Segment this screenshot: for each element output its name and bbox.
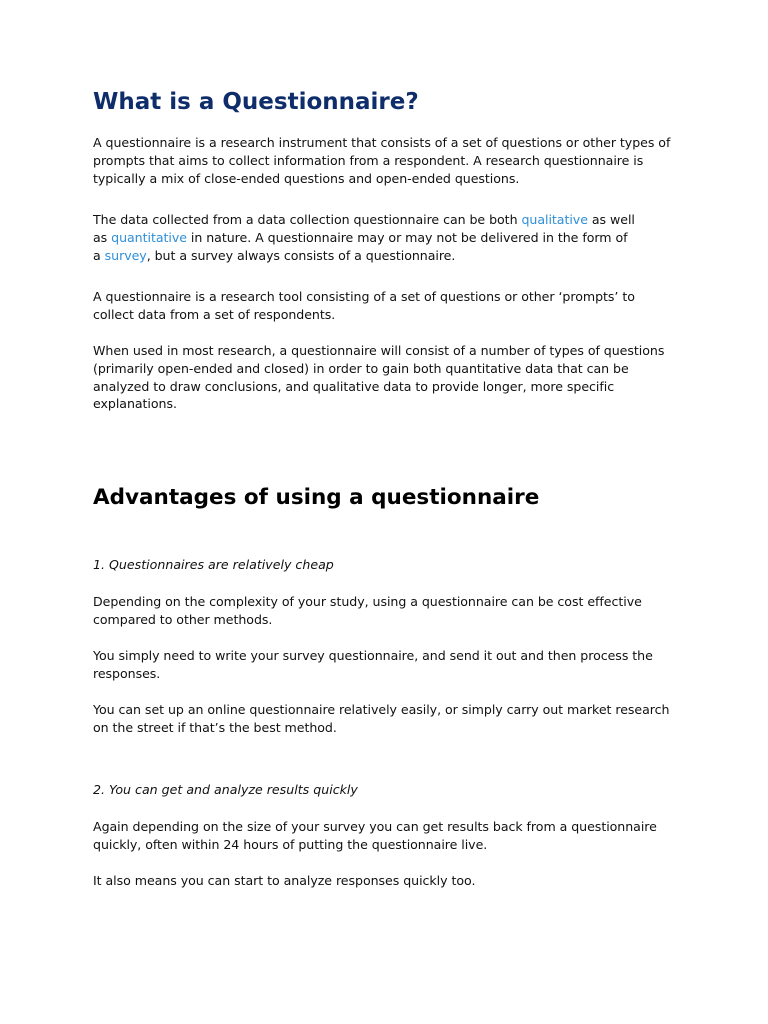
text-segment: The data collected from a data collection questionnaire can be both <box>93 212 522 227</box>
section-heading: Advantages of using a questionnaire <box>93 485 540 510</box>
text-segment: as <box>93 229 112 245</box>
text-line: You simply need to write your survey questionnaire, and send it out and then process the <box>93 648 653 663</box>
subheading-cheap: 1. Questionnaires are relatively cheap <box>93 557 334 572</box>
link-survey[interactable]: survey <box>104 247 147 263</box>
text-segment: a <box>93 247 105 263</box>
text-line: analyzed to draw conclusions, and qualitative data to provide longer, more specific <box>93 378 615 394</box>
text-line: When used in most research, a questionnaire will consist of a number of types of questions <box>93 343 665 358</box>
link-quantitative[interactable]: quantitative <box>111 229 187 245</box>
text-line: on the street if that’s the best method. <box>93 719 337 735</box>
text-line: prompts that aims to collect information from a respondent. A research questionnaire is <box>93 152 644 168</box>
text-segment: as well <box>587 212 635 227</box>
paragraph-write <box>93 647 683 683</box>
paragraph-data-types <box>93 211 683 264</box>
text-line: (primarily open-ended and closed) in order to gain both quantitative data that can be <box>93 360 629 376</box>
link-qualitative[interactable]: qualitative <box>521 212 588 227</box>
text-line <box>93 247 683 265</box>
text-line: compared to other methods. <box>93 611 273 627</box>
paragraph-results <box>93 818 683 854</box>
paragraph-usage <box>93 342 683 413</box>
text-line: responses. <box>93 665 161 681</box>
text-line: It also means you can start to analyze responses quickly too. <box>93 873 476 888</box>
text-line: collect data from a set of respondents. <box>93 306 336 322</box>
text-line: typically a mix of close-ended questions and open-ended questions. <box>93 170 520 186</box>
text-line: A questionnaire is a research instrument that consists of a set of questions or other types of <box>93 135 671 150</box>
paragraph-online <box>93 701 683 737</box>
paragraph-research-tool <box>93 288 683 324</box>
text-line: explanations. <box>93 396 177 412</box>
text-line: Depending on the complexity of your study, using a questionnaire can be cost effective <box>93 594 642 609</box>
text-line: quickly, often within 24 hours of putting the questionnaire live. <box>93 836 488 852</box>
paragraph-cost <box>93 593 683 629</box>
text-line: Again depending on the size of your survey you can get results back from a questionnaire <box>93 819 657 834</box>
paragraph-definition <box>93 134 683 187</box>
paragraph-analyze <box>93 872 683 890</box>
text-segment: , but a survey always consists of a questionnaire. <box>146 247 456 263</box>
text-line: You can set up an online questionnaire relatively easily, or simply carry out market research <box>93 702 670 717</box>
text-segment: in nature. A questionnaire may or may not be delivered in the form of <box>186 229 628 245</box>
text-line: A questionnaire is a research tool consisting of a set of questions or other ‘prompts’ to <box>93 289 635 304</box>
text-line <box>93 211 683 229</box>
subheading-quick: 2. You can get and analyze results quickly <box>93 782 358 797</box>
text-line <box>93 229 683 247</box>
page-title: What is a Questionnaire? <box>93 89 419 115</box>
